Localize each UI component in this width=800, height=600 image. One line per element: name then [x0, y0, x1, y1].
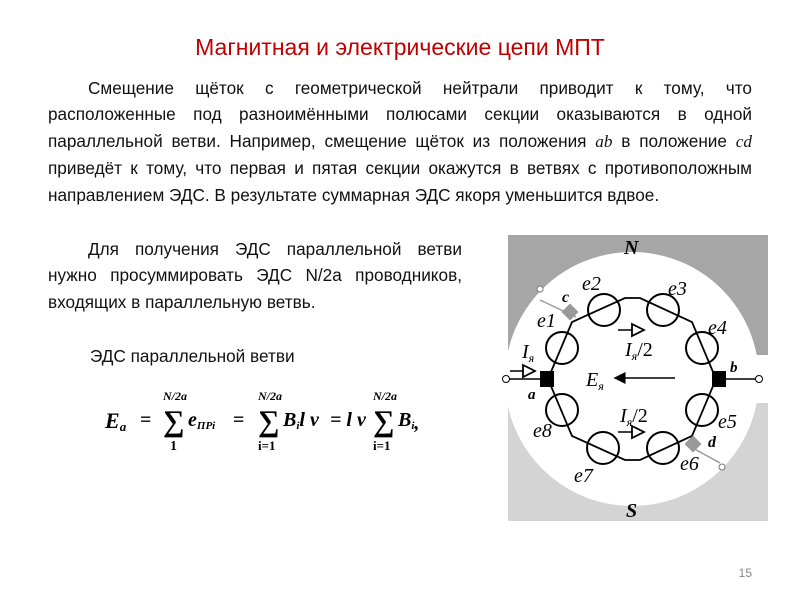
formula-eq: =: [140, 409, 152, 431]
sum1-upper: N/2a: [163, 389, 187, 403]
sum1-lower: 1: [170, 439, 177, 454]
formula-eq: =: [233, 409, 245, 431]
formula-eq3: = l v: [330, 409, 366, 431]
term2: Bil v: [283, 409, 319, 432]
paragraph-emf: ЭДС параллельной ветви: [90, 346, 295, 366]
term3: Bi,: [398, 409, 420, 434]
sum3-lower: i=1: [373, 438, 391, 453]
page-number: 15: [738, 566, 752, 580]
label-e4: e4: [708, 317, 727, 339]
label-b: b: [730, 360, 738, 376]
sum3-upper: N/2a: [373, 389, 397, 403]
label-north: N: [624, 237, 639, 259]
term1: eПРi: [188, 409, 216, 432]
sum2-lower: i=1: [258, 438, 276, 453]
brush-b: [712, 371, 726, 387]
text: приведёт к тому, что первая и пятая секции окажутся в ветвях с противоположным направлением ЭДС. В результате суммарная ЭДС якоря уменьшится вдвое.: [48, 158, 752, 205]
formula-lhs: Ea: [105, 408, 127, 434]
label-south: S: [626, 500, 638, 522]
label-e2: e2: [582, 273, 601, 295]
text: в положение: [612, 130, 736, 151]
label-half-current-bottom: $I_я/2$: [620, 405, 648, 429]
label-e5: e5: [718, 411, 737, 433]
text: Смещение щёток с геометрической нейтрали приводит к тому, что расположенные под разноимёнными полюсами секции оказываются в одной параллельной ветви. Например, смещение щёток из положения: [48, 78, 752, 151]
label-e8: e8: [533, 420, 552, 442]
label-d: d: [708, 434, 716, 451]
label-current: $I_я$: [522, 341, 535, 365]
brush-a: [540, 371, 554, 387]
text-ab: ab: [595, 131, 613, 151]
label-e6: e6: [680, 453, 699, 475]
sum2-upper: N/2a: [258, 389, 282, 403]
label-e3: e3: [668, 278, 687, 300]
slide-title: Магнитная и электрические цепи МПТ: [195, 34, 605, 60]
text-cd: cd: [735, 131, 752, 151]
label-e7: e7: [574, 465, 593, 487]
sum1-sign: ∑: [163, 405, 185, 438]
label-emf: $E_я$: [586, 369, 604, 393]
sum3-sign: ∑: [373, 405, 395, 438]
label-half-current-top: $I_я/2$: [625, 339, 653, 363]
paragraph-sum: Для получения ЭДС параллельной ветви нужно просуммировать ЭДС N/2a проводников, входящих в параллельную ветвь.: [48, 239, 462, 312]
sum2-sign: ∑: [258, 405, 280, 438]
label-e1: e1: [537, 310, 556, 332]
label-c: c: [562, 289, 570, 306]
label-a: a: [528, 387, 536, 403]
